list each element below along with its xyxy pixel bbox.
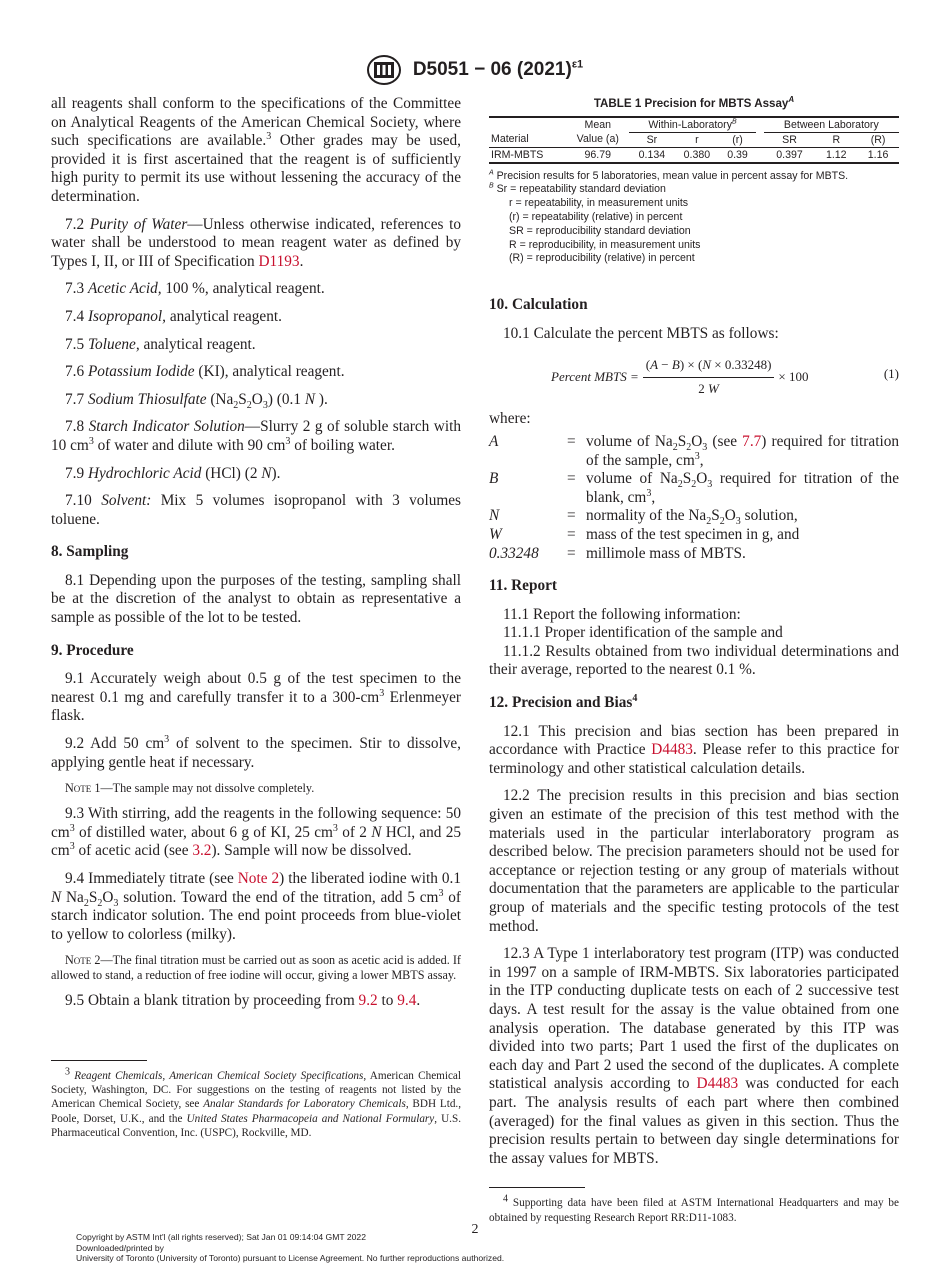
precision-table-block [489,95,899,266]
table-cell: 0.397 [764,147,816,163]
link-9-2[interactable]: 9.2 [358,992,378,1010]
section-9-2: 9.2 Add 50 $cm^3$ of solvent to the specimen. Stir to dissolve, applying gentle heat if necessary. [51,733,462,771]
precision-table [489,116,899,164]
left-column [51,95,461,1140]
section-11-1-2: 11.1.2 Results obtained from two individual determinations and their average, reported to the nearest 0.1 %. [489,642,899,679]
table-header-cell: Value (a) [566,132,629,147]
section-11-1: 11.1 Report the following information: [503,605,741,623]
footnote-rule-right [489,1187,585,1188]
th-within-laboratory: Within-Laboratory$^B$ [629,117,755,133]
table-cell: 0.134 [629,147,674,163]
table-header-cell: r [674,132,719,147]
astm-logo [367,55,401,85]
table-header-cell: Material [489,132,566,147]
where-row-w: W = mass of the test specimen in g, and [489,525,800,543]
section-9-5: 9.5 Obtain a blank titration by proceeding from 9.2 to 9.4. [65,992,421,1010]
section-7-9: 7.9 Hydrochloric Acid (HCl) (2 N). [65,464,281,482]
section-7-8: 7.8 Starch Indicator Solution—Slurry 2 g of soluble starch with 10 $cm^3$ of water and dilute with 90 $cm^3$ of boiling water. [51,418,461,454]
heading-procedure: 9. Procedure [51,641,134,659]
table-cell: 1.12 [815,147,857,163]
where-row-b: B = volume of $Na_2S_2O_3$ required for titration of the blank, $cm^3$, [489,470,899,506]
footnote-3: $^3$ Reagent Chemicals, American Chemical Society Specifications, American Chemical Society, Washington, DC. For suggestions on the testing of reagents not listed by the American Chemical Society, see Analar Standards for Laboratory Chemicals, BDH Ltd., Poole, Dorset, U.K., and the United States Pharmacopeia and National Formulary, U.S. Pharmaceutical Convention, Inc. (USPC), Rockville, MD. [51,1066,462,1139]
heading-report: 11. Report [489,577,557,595]
section-7-6: 7.6 Potassium Iodide (KI), analytical reagent. [65,363,345,381]
section-7-4: 7.4 Isopropanol, analytical reagent. [65,307,282,325]
link-d1193[interactable]: D1193 [258,252,300,270]
section-7-3: 7.3 Acetic Acid, 100 %, analytical reagent. [65,280,325,298]
heading-precision-bias: 12. Precision and Bias$^4$ [489,692,638,712]
table-note-list [489,197,899,266]
where-label: where: [489,410,531,428]
equation-body: Percent MBTS = $\frac{(A - B) \times (N \times 0.33248)}{2 W}$ × 100 [551,356,809,398]
table-note-b: $^B$ Sr = repeatability standard deviation [489,182,666,196]
designation: D5051 − 06 $(2021)^{\varepsilon 1}$ [412,58,584,80]
table-note-item: (r) = repeatability (relative) in percent [509,210,683,223]
copyright-notice: Copyright by ASTM Int'l (all rights reserved); Sat Jan 01 09:14:04 GMT 2022 Downloaded/printed by University of Toronto (University of Toronto) pursuant to License Agreement. No further reproductions authorized. [76,1232,505,1263]
section-9-3: 9.3 With stirring, add the reagents in the following sequence: 50 $cm^3$ of distilled water, about 6 g of KI, 25 $cm^3$ of 2 N HCl, and 25 $cm^3$ of acetic acid (see 3.2). Sample will now be dissolved. [51,805,461,860]
table-cell: IRM-MBTS [489,147,566,163]
section-7-2: 7.2 Purity of Water—Unless otherwise indicated, references to water shall be understood to mean reagent water as defined by Types I, II, or III of Specification D1193. [51,215,462,270]
section-12-3: 12.3 A Type 1 interlaboratory test program (ITP) was conducted in 1997 on a sample of IRM-MBTS. Six laboratories participated in the ITP conducting duplicate tests on each of 2 successive test days. A test result for the assay is the value obtained from one analysis operation. The database generated by this ITP was divided into two parts; Part 1 used the first of the duplicates on each day and Part 2 used the second of the duplicates. A complete statistical analysis according to D4483 was conducted for each part. The analysis results of each part where then combined (averaged) for the final values as given in this section. Thus the precision results pertain to between day single determinations for the assay values for MBTS. [489,945,899,1167]
footnote-rule-left [51,1060,147,1061]
where-row-n: N = normality of the $Na_2S_2O_3$ solution, [489,507,798,528]
table-cell: 96.79 [566,147,629,163]
page-header [0,55,950,85]
table-note-item: r = repeatability, in measurement units [509,197,689,210]
link-7-7[interactable]: 7.7 [742,432,762,450]
equation-1 [489,352,899,400]
section-12-1: 12.1 This precision and bias section has been prepared in accordance with Practice D4483. Please refer to this practice for terminology and other statistical calculation details. [489,722,899,777]
table-body [489,147,899,163]
table-header-cell: R [815,132,857,147]
table-header-cell: SR [764,132,816,147]
where-row-constant: 0.33248 = millimole mass of MBTS. [489,544,746,562]
table-notes [489,170,899,267]
where-row-a: A = volume of $Na_2S_2O_3$ (see 7.7) required for titration of the sample, $cm^3$, [489,432,899,469]
page-number: 2 [471,1222,479,1237]
table-title: TABLE 1 Precision for MBTS Assay$^A$ [593,95,795,110]
th-between-laboratory: Between Laboratory [764,117,899,133]
heading-calculation: 10. Calculation [489,296,588,314]
epsilon-superscript: ε1 [571,58,584,71]
section-9-1: 9.1 Accurately weigh about 0.5 g of the test specimen to the nearest 0.1 mg and carefully transfer it to a $300-cm^3$ Erlenmeyer flask. [51,670,462,725]
table-header-cell: (r) [719,132,755,147]
link-9-4[interactable]: 9.4 [397,992,417,1010]
where-list [489,433,899,563]
table-note-item: (R) = reproducibility (relative) in percent [509,252,695,265]
table-cell: 0.380 [674,147,719,163]
right-column [489,95,899,1225]
table-note-item: SR = reproducibility standard deviation [509,224,691,237]
equation-number: (1) [883,366,899,382]
table-note-item: R = reproducibility, in measurement units [509,238,701,251]
section-10-1: 10.1 Calculate the percent MBTS as follows: [503,324,779,342]
table-cell: 1.16 [857,147,899,163]
section-8-1: 8.1 Depending upon the purposes of the testing, sampling shall be at the discretion of the analyst to obtain as representative a sample as possible of the lot to be tested. [51,571,461,627]
th-mean: Mean [566,117,629,133]
table-cell: 0.39 [719,147,755,163]
section-7-5: 7.5 Toluene, analytical reagent. [65,335,256,353]
section-9-4: 9.4 Immediately titrate (see Note 2) the liberated iodine with 0.1 N $Na_2S_2O_3$ solution. Toward the end of the titration, add 5 $cm^3$ of starch indicator solution. The end point proceeds from blue-violet to yellow to colorless (milky). [51,870,461,943]
note-1: Note 1—The sample may not dissolve completely. [65,781,315,796]
heading-sampling: 8. Sampling [51,543,129,561]
section-7-10: 7.10 Solvent: Mix 5 volumes isopropanol with 3 volumes toluene. [51,492,461,528]
section-7-7: 7.7 Sodium Thiosulfate $(Na_2S_2O_3)$ (0.1 N ). [65,390,328,411]
section-11-1-1: 11.1.1 Proper identification of the sample and [503,624,783,642]
table-header-cell: (R) [857,132,899,147]
table-header-row [489,132,899,147]
footnote-4: $^4$ Supporting data have been filed at ASTM International Headquarters and may be obtained by requesting Research Report RR:D11-1083. [489,1193,899,1224]
intro-paragraph: all reagents shall conform to the specifications of the Committee on Analytical Reagents of the American Chemical Society, where such specifications are available.$^3$ Other grades may be used, provided it is first ascertained that the reagent is of sufficiently high purity to permit its use without lessening the accuracy of the determination. [51,95,461,205]
link-d4483-b[interactable]: D4483 [696,1075,739,1093]
section-12-2: 12.2 The precision results in this precision and bias section given an estimate of the precision of this test method with the materials used in the particular interlaboratory program as described below. The precision parameters should not be used for acceptance or rejection testing or any group of materials without documentation that the parameters are applicable to the particular group of materials and the specific testing protocols of the test method. [489,787,899,935]
table-note-a: $^A$ Precision results for 5 laboratories, mean value in percent assay for MBTS. [489,169,849,182]
link-3-2[interactable]: 3.2 [192,842,212,860]
link-note-2[interactable]: Note 2 [237,870,280,887]
table-header-cell: Sr [629,132,674,147]
table-row [489,147,899,163]
equation-fraction: $\frac{(A - B) \times (N \times 0.33248)}{2 W}$ [643,356,775,398]
link-d4483-a[interactable]: D4483 [651,741,693,759]
note-2: Note 2—The final titration must be carried out as soon as acetic acid is added. If allowed to stand, a reduction of free iodine will occur, giving a lower MBTS assay. [51,953,461,983]
